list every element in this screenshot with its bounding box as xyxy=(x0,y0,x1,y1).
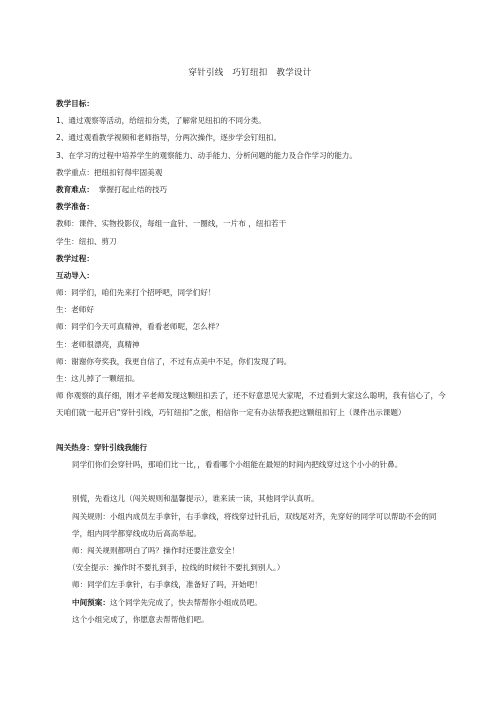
objective-item: 2、通过观看教学视频和老师指导，分两次操作，逐步学会钉纽扣。 xyxy=(56,133,282,143)
dialogue-line: 师：同学们今天可真精神，看看老师呢，怎么样？ xyxy=(56,322,224,332)
page-title: 穿针引线 巧钉纽扣 教学设计 xyxy=(188,68,312,78)
intro-heading: 互动导入： xyxy=(56,270,94,280)
warmup-heading: 闯关热身：穿针引线我能行 xyxy=(56,442,148,452)
preparation-heading: 教学准备： xyxy=(56,202,94,212)
dialogue-line: 师：同学们，咱们先来打个招呼吧，同学们好！ xyxy=(56,288,216,298)
midway-plan xyxy=(56,594,446,611)
dialogue-line: 生：这儿掉了一颗纽扣。 xyxy=(56,374,140,383)
document-body xyxy=(56,95,446,628)
dialogue-line: 生：老师好 xyxy=(56,305,94,315)
objective-item: 3、在学习的过程中培养学生的观察能力、动手能力、分析问题的能力及合作学习的能力。 xyxy=(56,150,357,160)
process-heading: 教学过程： xyxy=(56,253,94,263)
safety-tip: （安全提示：操作时不要扎到手，拉线的时候针不要扎到别人。） xyxy=(68,563,285,573)
dialogue-line: 生：老师很漂亮，真精神 xyxy=(56,339,140,349)
difficulty-text: 掌握打起止结的技巧 xyxy=(98,184,168,194)
rules-intro: 别慌，先看这儿（闯关规则和温馨提示），谁来读一读，其他同学认真听。 xyxy=(72,494,319,504)
preparation-student: 学生：纽扣、剪刀 xyxy=(56,236,117,246)
rules-paragraph: 闯关规则：小组内成员左手拿针，右手拿线，将线穿过针孔后，双线尾对齐，先穿好的同学可以帮助不会的同学，组内同学都穿线成功后高高举起。 xyxy=(72,511,437,538)
difficulty-line xyxy=(56,181,446,198)
key-point: 教学重点：把纽扣钉得牢固美观 xyxy=(56,167,163,177)
preparation-teacher: 教师：课件、实物投影仪，每组一盒针、一圈线，一片布 ，纽扣若干 xyxy=(56,219,287,229)
teacher-line: 师：闯关规则都明白了吗？操作时还要注意安全！ xyxy=(72,545,240,555)
teacher-line: 师：同学们左手拿针，右手拿线，准备好了吗，开始吧！ xyxy=(72,580,262,590)
dialogue-line: 师：谢谢你夸奖我，我更自信了，不过有点美中不足，你们发现了吗。 xyxy=(56,356,292,366)
objectives-heading: 教学目标： xyxy=(56,99,94,108)
objective-item: 1、通过观察等活动，给纽扣分类，了解常见纽扣的不同分类。 xyxy=(56,116,266,126)
difficulty-label: 教育难点： xyxy=(56,184,94,194)
midway-text: 这个同学先完成了，快去帮帮你小组成员吧。 xyxy=(109,597,262,607)
warmup-paragraph: 同学们你们会穿针吗，那咱们比一比，，看看哪个小组能在最短的时间内把线穿过这个小小的针鼻。 xyxy=(72,459,403,469)
closing-line: 这个小组完成了，你愿意去帮帮他们吧。 xyxy=(72,614,209,624)
midway-label: 中间预案： xyxy=(72,597,110,607)
intro-paragraph: 师 你观察的真仔细，刚才辛老师发现这颗纽扣丢了，还不好意思见大家呢，不过看到大家这么聪明，我有信心了，今天咱们就一起开启“穿针引线，巧钉纽扣”之旅，相信你一定有办法帮我把这颗纽扣钉上（课件出示课题） xyxy=(56,391,446,418)
